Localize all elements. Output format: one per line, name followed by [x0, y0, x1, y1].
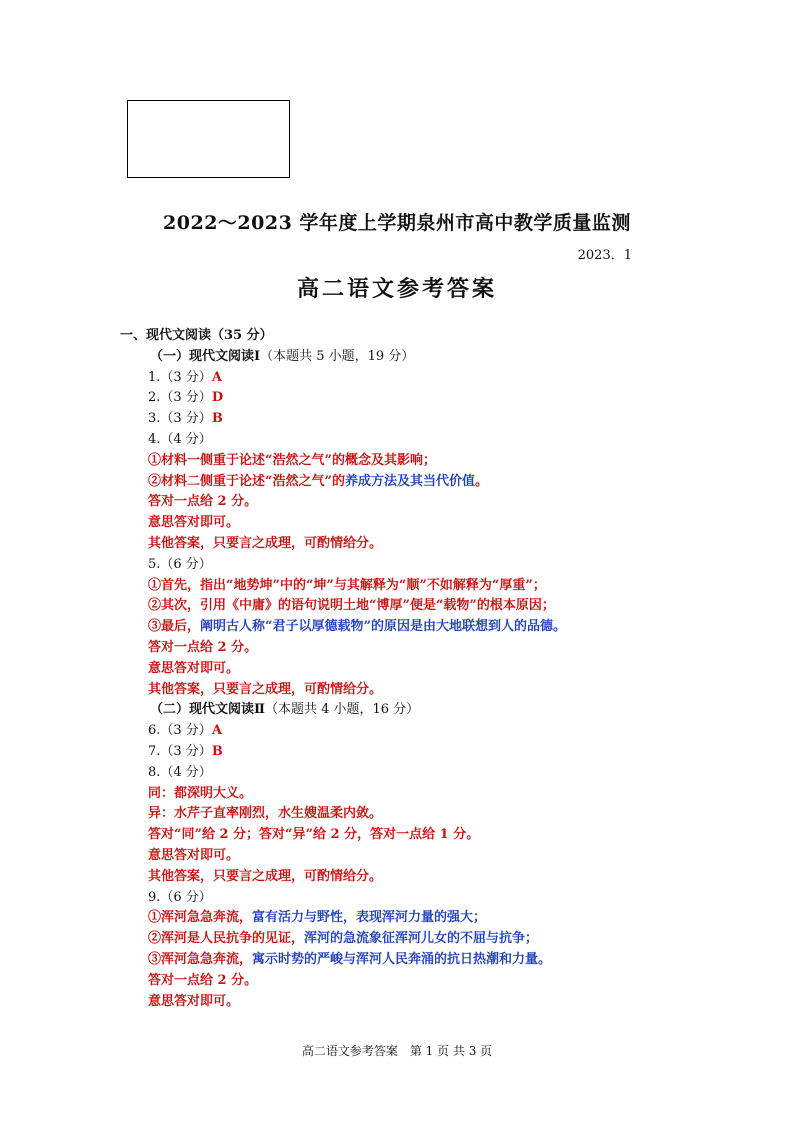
exam-title: 2022～2023 学年度上学期泉州市高中教学质量监测 — [163, 212, 631, 234]
question-7: 7.（3 分）B — [148, 743, 223, 759]
score-box — [127, 100, 290, 178]
section-heading: 一、现代文阅读（35 分） — [120, 328, 273, 343]
part-heading-b: （二）现代文阅读Ⅱ（本题共 4 小题，16 分） — [150, 702, 420, 718]
q4-score-rule: 答对一点给 2 分。 — [148, 494, 258, 510]
q5-point-3: ③最后，阐明古人称“君子以厚德载物”的原因是由大地联想到人的品德。 — [148, 619, 566, 635]
answer-content — [0, 326, 794, 1012]
q5-meaning-rule: 意思答对即可。 — [148, 660, 240, 676]
q9-point-3: ③浑河急急奔流，寓示时势的严峻与浑河人民奔涌的抗日热潮和力量。 — [148, 951, 552, 967]
q4-point-2: ②材料二侧重于论述“浩然之气”的养成方法及其当代价值。 — [148, 473, 488, 489]
q5-score-rule: 答对一点给 2 分。 — [148, 639, 258, 655]
question-2: 2.（3 分）D — [148, 390, 224, 406]
document-title: 高二语文参考答案 — [296, 276, 497, 302]
q4-point-1: ①材料一侧重于论述“浩然之气”的概念及其影响； — [148, 452, 436, 468]
question-5: 5.（6 分） — [148, 556, 212, 572]
exam-date: 2023．1 — [577, 248, 632, 263]
q9-score-rule: 答对一点给 2 分。 — [148, 972, 258, 988]
question-6: 6.（3 分）A — [148, 723, 222, 739]
q8-score-rule: 答对“同”给 2 分；答对“异”给 2 分，答对一点给 1 分。 — [148, 827, 480, 843]
question-9: 9.（6 分） — [148, 889, 212, 905]
q9-point-1: ①浑河急急奔流，富有活力与野性，表现浑河力量的强大； — [148, 910, 487, 926]
part-heading-a: （一）现代文阅读Ⅰ（本题共 5 小题，19 分） — [150, 348, 415, 364]
q4-other-rule: 其他答案，只要言之成理，可酌情给分。 — [148, 535, 383, 551]
q8-meaning-rule: 意思答对即可。 — [148, 847, 240, 863]
q5-other-rule: 其他答案，只要言之成理，可酌情给分。 — [148, 681, 383, 697]
question-8: 8.（4 分） — [148, 764, 212, 780]
q8-diff: 异：水芹子直率刚烈，水生嫂温柔内敛。 — [148, 806, 383, 822]
question-1: 1.（3 分）A — [148, 369, 222, 385]
question-4: 4.（4 分） — [148, 431, 212, 447]
question-3: 3.（3 分）B — [148, 411, 223, 427]
q4-meaning-rule: 意思答对即可。 — [148, 515, 240, 531]
page-footer: 高二语文参考答案 第 1 页 共 3 页 — [301, 1044, 493, 1058]
q5-point-1: ①首先，指出“地势坤”中的“坤”与其解释为“顺”不如解释为“厚重”； — [148, 577, 546, 593]
q9-point-2: ②浑河是人民抗争的见证，浑河的急流象征浑河儿女的不屈与抗争； — [148, 931, 539, 947]
q5-point-2: ②其次，引用《中庸》的语句说明土地“博厚”便是“载物”的根本原因； — [148, 598, 555, 614]
q9-meaning-rule: 意思答对即可。 — [148, 993, 240, 1009]
q8-other-rule: 其他答案，只要言之成理，可酌情给分。 — [148, 868, 383, 884]
q8-same: 同：都深明大义。 — [148, 785, 253, 801]
